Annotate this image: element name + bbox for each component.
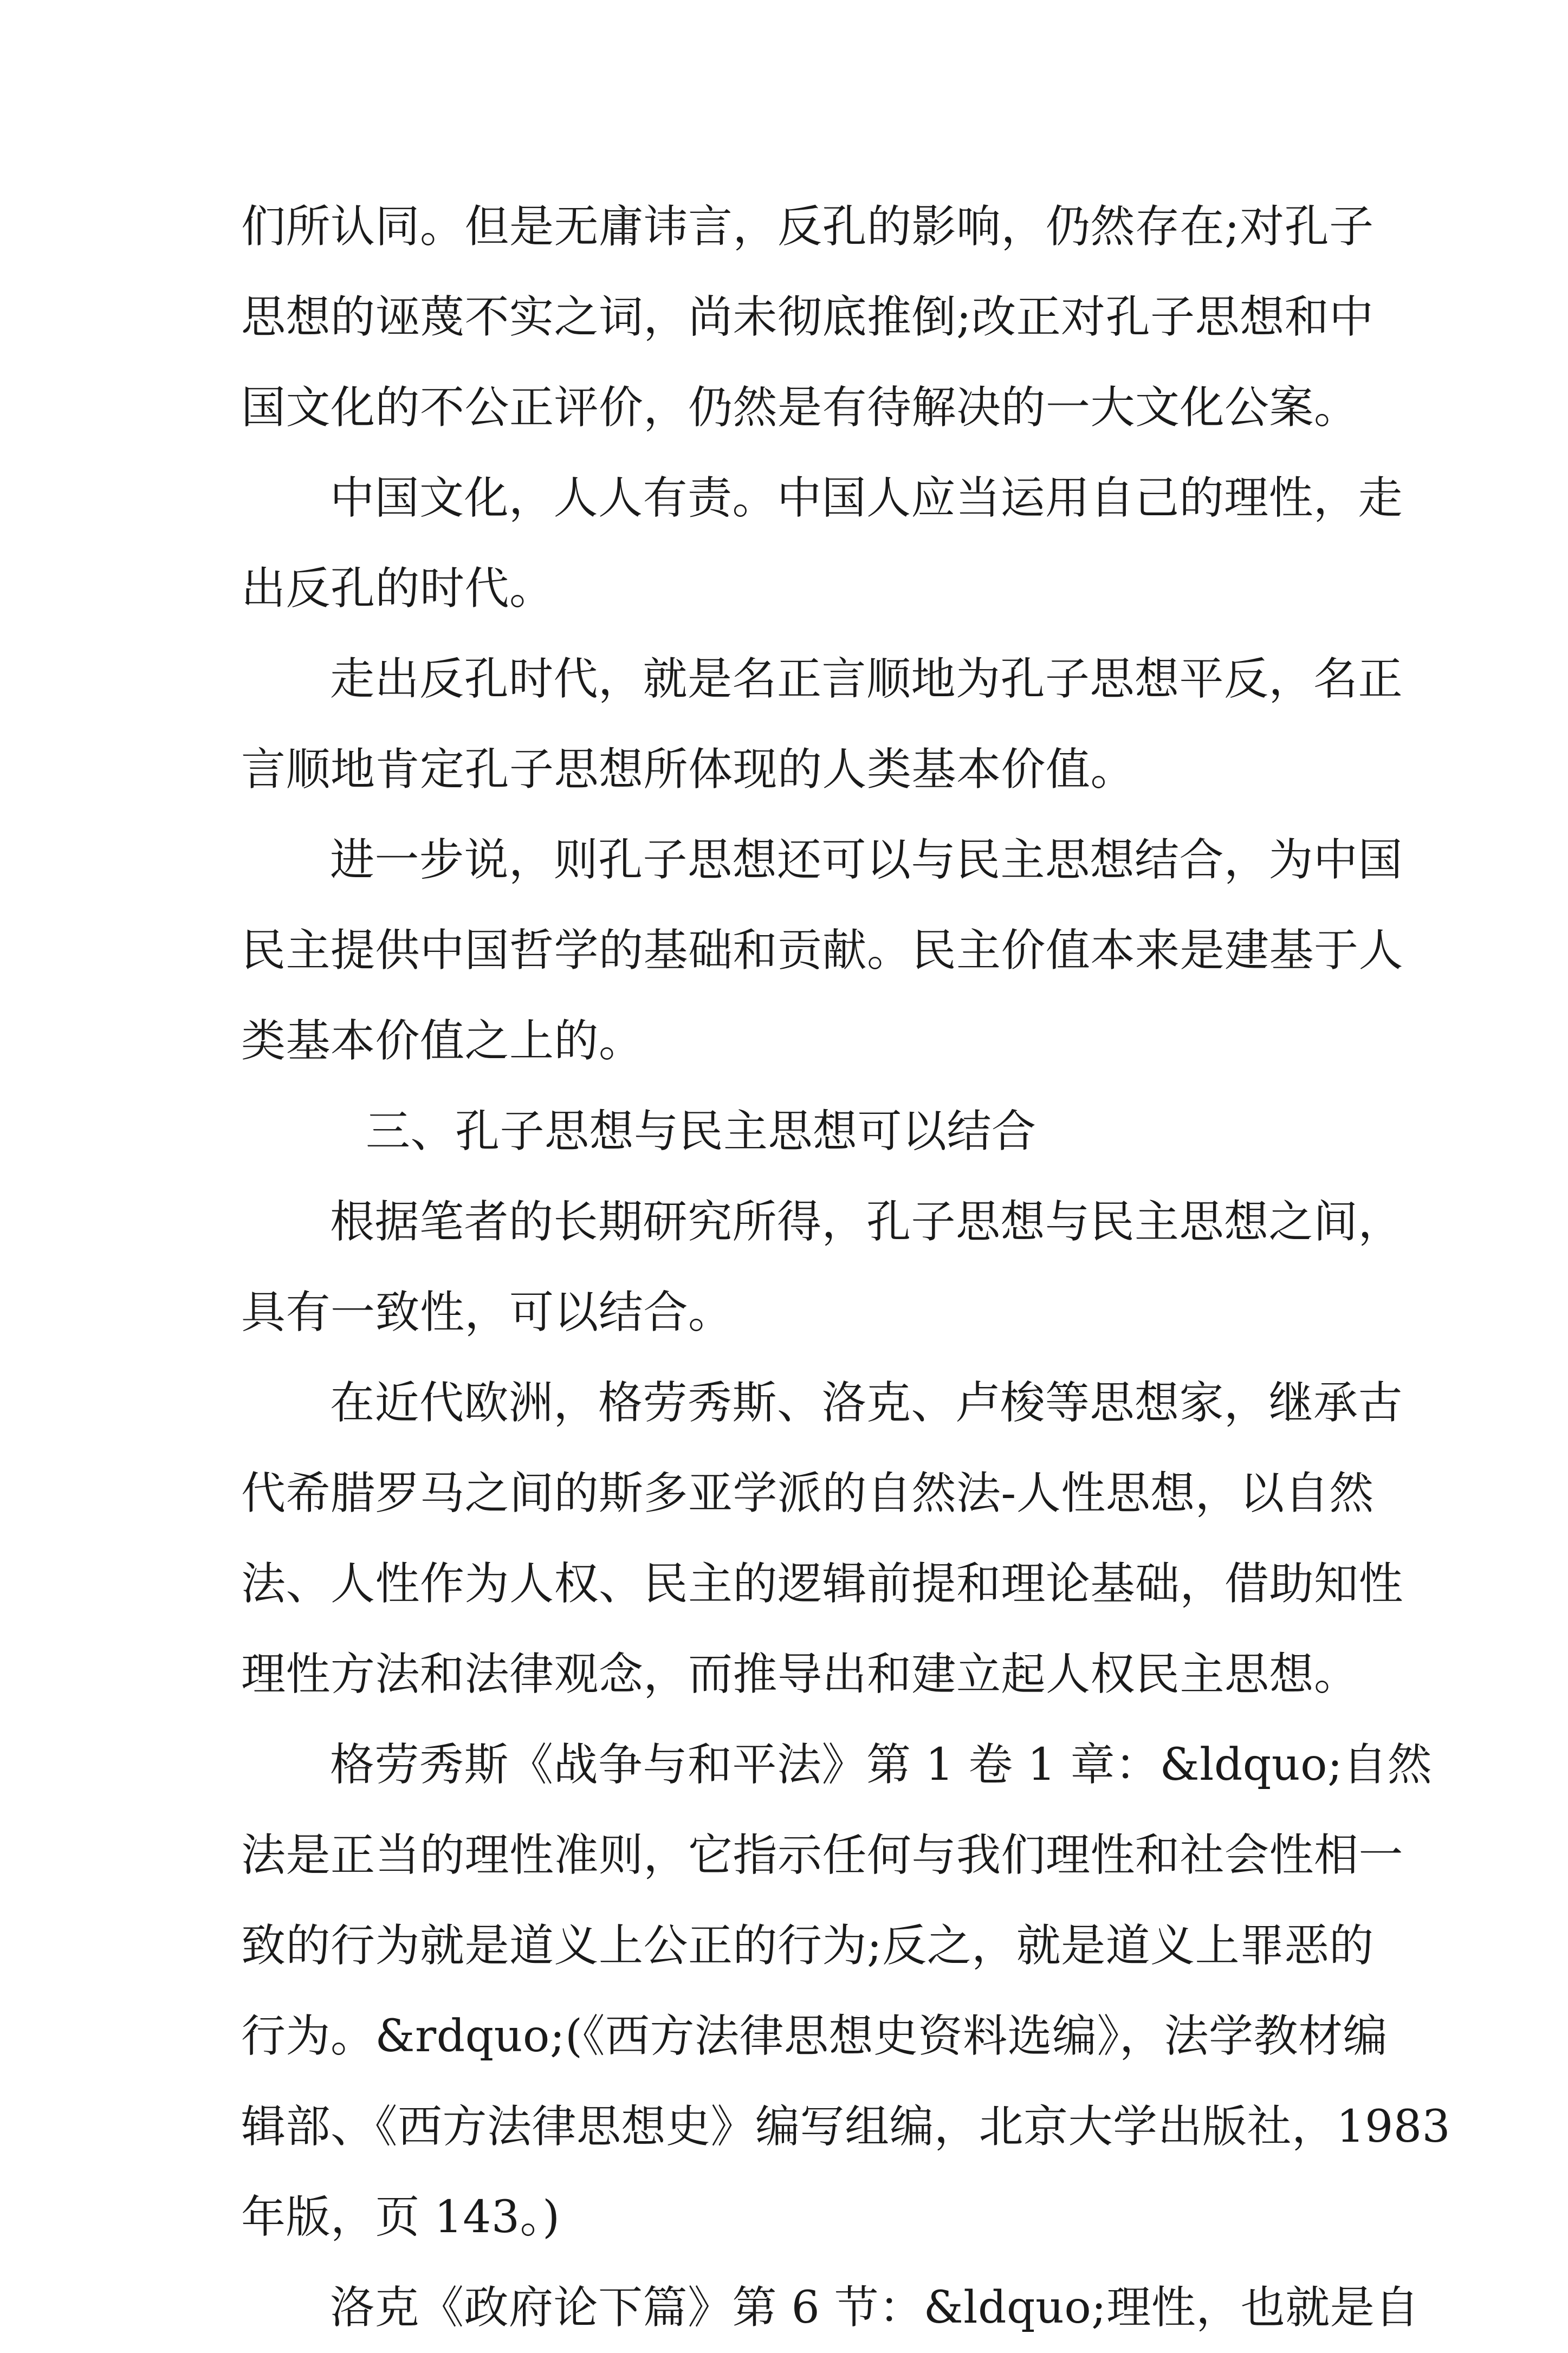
text-line: 在近代欧洲，格劳秀斯、洛克、卢梭等思想家，继承古 bbox=[330, 1377, 1403, 1429]
text-line: 法、人性作为人权、民主的逻辑前提和理论基础，借助知性 bbox=[241, 1558, 1404, 1610]
text-line: 洛克《政府论下篇》第 6 节：&ldquo;理性，也就是自 bbox=[330, 2282, 1420, 2333]
text-line: 民主提供中国哲学的基础和贡献。民主价值本来是建基于人 bbox=[241, 925, 1404, 976]
text-line: 类基本价值之上的。 bbox=[241, 1015, 644, 1067]
text-line: 辑部、《西方法律思想史》编写组编，北京大学出版社，1983 bbox=[241, 2101, 1451, 2153]
text-line: 出反孔的时代。 bbox=[241, 563, 554, 614]
text-line: 格劳秀斯《战争与和平法》第 1 卷 1 章：&ldquo;自然 bbox=[330, 1739, 1433, 1791]
text-line: 行为。&rdquo;(《西方法律思想史资料选编》，法学教材编 bbox=[241, 2011, 1388, 2062]
section-heading: 三、孔子思想与民主思想可以结合 bbox=[366, 1106, 1036, 1157]
text-line: 走出反孔时代，就是名正言顺地为孔子思想平反，名正 bbox=[330, 653, 1403, 705]
body-text bbox=[241, 182, 1451, 2353]
text-line: 进一步说，则孔子思想还可以与民主思想结合，为中国 bbox=[330, 834, 1403, 886]
text-line: 代希腊罗马之间的斯多亚学派的自然法-人性思想，以自然 bbox=[241, 1468, 1374, 1519]
text-line: 致的行为就是道义上公正的行为;反之，就是道义上罪恶的 bbox=[241, 1920, 1374, 1972]
text-line: 根据笔者的长期研究所得，孔子思想与民主思想之间， bbox=[330, 1196, 1403, 1248]
text-line: 们所认同。但是无庸讳言，反孔的影响，仍然存在;对孔子 bbox=[241, 201, 1374, 252]
text-line: 具有一致性，可以结合。 bbox=[241, 1287, 733, 1338]
text-line: 思想的诬蔑不实之词，尚未彻底推倒;改正对孔子思想和中 bbox=[241, 291, 1374, 343]
text-line: 法是正当的理性准则，它指示任何与我们理性和社会性相一 bbox=[241, 1830, 1404, 1881]
text-line: 理性方法和法律观念，而推导出和建立起人权民主思想。 bbox=[241, 1649, 1359, 1700]
text-line: 国文化的不公正评价，仍然是有待解决的一大文化公案。 bbox=[241, 382, 1359, 433]
text-line: 中国文化，人人有责。中国人应当运用自己的理性，走 bbox=[330, 472, 1403, 524]
text-line: 言顺地肯定孔子思想所体现的人类基本价值。 bbox=[241, 744, 1136, 795]
text-line: 年版，页 143。) bbox=[241, 2192, 560, 2243]
